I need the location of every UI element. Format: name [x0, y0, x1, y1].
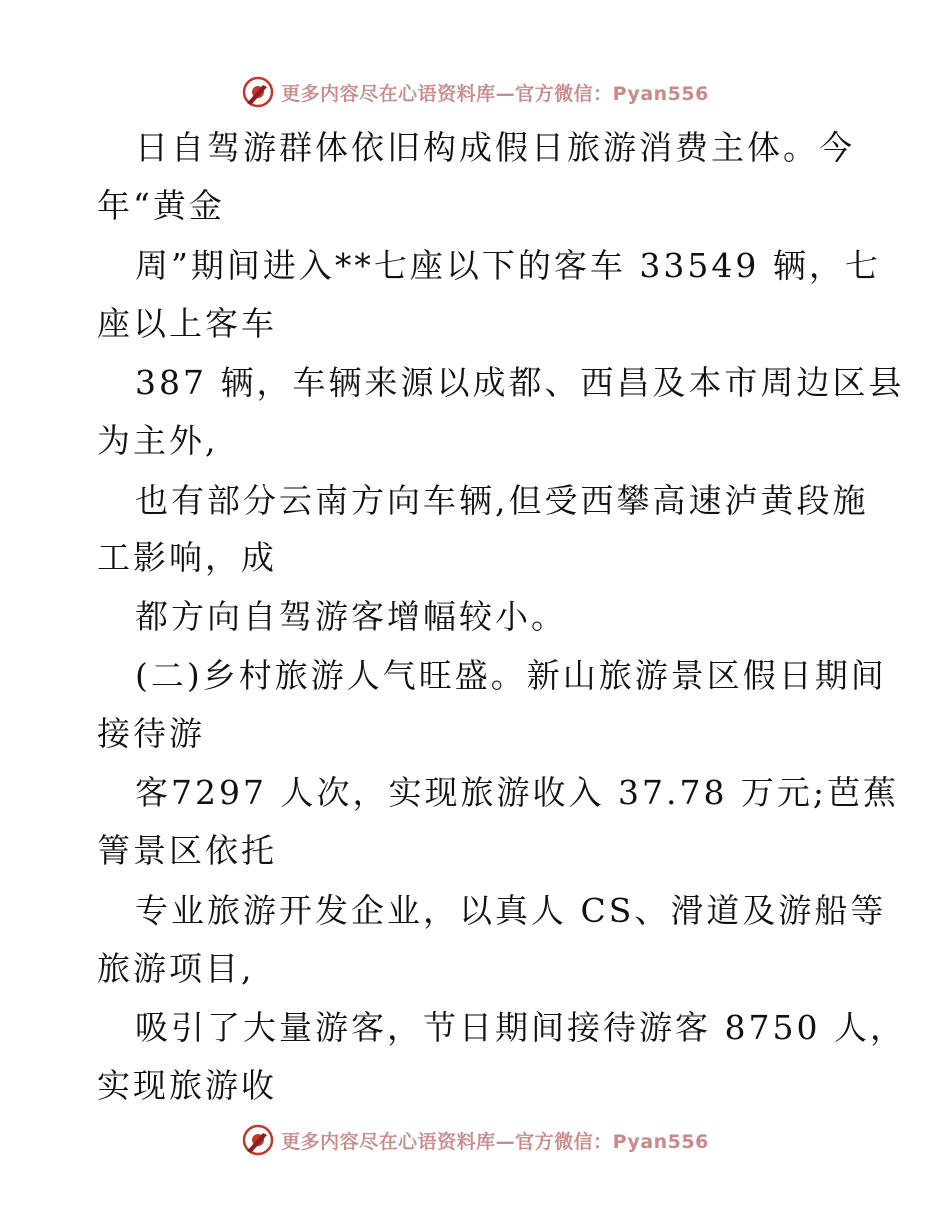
header-banner: [0, 72, 950, 112]
text-line: 也有部分云南方向车辆,但受西攀高速泸黄段施: [135, 481, 869, 520]
text-line: 客7297 人次，实现旅游收入 37.78 万元;芭蕉: [135, 773, 900, 812]
text-line: (二)乡村旅游人气旺盛。新山旅游景区假日期间: [135, 656, 887, 695]
text-line: 箐景区依托: [97, 831, 277, 870]
text-line: 接待游: [97, 714, 205, 753]
footer-banner-text: 更多内容尽在心语资料库—官方微信：Pyan556: [281, 1130, 709, 1153]
text-line: 都方向自驾游客增幅较小。: [135, 597, 567, 636]
text-line: 为主外,: [97, 421, 219, 460]
text-line: 实现旅游收: [97, 1066, 277, 1105]
text-line: 吸引了大量游客，节日期间接待游客 8750 人，: [135, 1008, 906, 1047]
text-line: 座以上客车: [97, 304, 277, 343]
pen-logo-icon: [241, 1123, 275, 1157]
header-banner-text: 更多内容尽在心语资料库—官方微信：Pyan556: [281, 82, 709, 105]
footer-banner: [0, 1120, 950, 1160]
text-line: 年“黄金: [97, 186, 225, 225]
text-line: 专业旅游开发企业，以真人 CS、滑道及游船等: [135, 891, 887, 930]
text-line: 日自驾游群体依旧构成假日旅游消费主体。今: [135, 128, 855, 167]
pen-logo-icon: [241, 75, 275, 109]
text-line: 旅游项目,: [97, 949, 255, 988]
text-line: 387 辆，车辆来源以成都、西昌及本市周边区县: [135, 363, 905, 402]
text-line: 周”期间进入**七座以下的客车 33549 辆，七: [135, 246, 881, 285]
text-line: 工影响，成: [97, 538, 277, 577]
